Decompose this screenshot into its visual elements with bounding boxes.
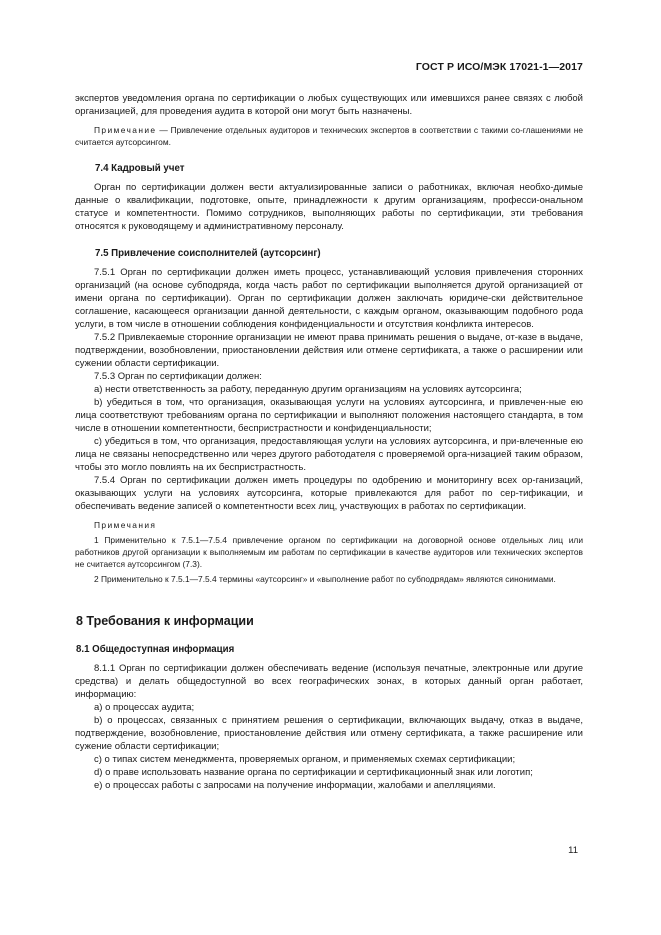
- note-7-3: [75, 124, 583, 148]
- clause-7-5-3-b: b) убедиться в том, что организация, оказывающая услуги на условиях аутсорсинга, и привлечен-ные ею лица соответствуют требованиям органа по сертификации и выполняют положения настоящего стандарта, в том числе в отношении компетентности, беспристрастности и конфиденциальности;: [75, 397, 583, 434]
- note-1: 1 Применительно к 7.5.1—7.5.4 привлечение органом по сертификации на договорной основе отдельных лиц или работников другой организации к выполняемым им работам по сертификации в качестве аудиторов или технических экспертов не считается аутсорсингом (7.3).: [75, 535, 583, 569]
- clause-8-1-1: 8.1.1 Орган по сертификации должен обеспечивать ведение (используя печатные, электронные или другие средства) и делать общедоступной во всех географических зонах, в которых данный орган работает, информацию:: [75, 663, 583, 700]
- clause-7-5-4: 7.5.4 Орган по сертификации должен иметь процедуры по одобрению и мониторингу всех ор-ганизаций, оказывающих услуги на условиях аутсорсинга, которые привлекаются для работ по сер-тификации, и обеспечивать ведение записей о компетентности всех лиц, участвующих в работах по сертификации.: [75, 475, 583, 512]
- clause-7-5-1: 7.5.1 Орган по сертификации должен иметь процесс, устанавливающий условия привлечения сторонних организаций (на основе субподряда, когда часть работ по сертификации выполняется другой организацией от имени органа по сертификации). Орган по сертификации должен заключать юридиче-ски действительное соглашение, касающееся организации данной деятельности, с каждым органом, оказывающим подобного рода услуги, в том числе в отношении соблюдения конфиденциальности и отсутствия конфликта интересов.: [75, 267, 583, 330]
- paragraph-intro: экспертов уведомления органа по сертификации о любых существующих или имевшихся ранее связях с любой организацией, для проведения аудита в которой они могут быть назначены.: [75, 93, 583, 117]
- clause-8-1-1-a: a) о процессах аудита;: [94, 702, 195, 713]
- section-8-title: 8 Требования к информации: [76, 614, 254, 628]
- page-content: [75, 92, 583, 792]
- standard-header: ГОСТ Р ИСО/МЭК 17021-1—2017: [415, 61, 583, 73]
- clause-8-1-1-c: c) о типах систем менеджмента, проверяемых органом, и применяемых схемах сертификации;: [94, 754, 516, 765]
- clause-7-5-2: 7.5.2 Привлекаемые сторонние организации не имеют права принимать решения о выдаче, от-казе в выдаче, подтверждении, возобновлении, приостановлении действия или отмене сертификата, а также о расширении или сужении области сертификации.: [75, 332, 583, 369]
- section-8-1-title: 8.1 Общедоступная информация: [76, 644, 235, 655]
- clause-7-5-3: 7.5.3 Орган по сертификации должен:: [94, 371, 262, 382]
- clause-7-5-3-a: a) нести ответственность за работу, переданную другим организациям на условиях аутсорсинга;: [94, 384, 522, 395]
- section-7-4-text: Орган по сертификации должен вести актуализированные записи о работниках, включая необхо-димые данные о квалификации, подготовке, опыте, принадлежности к другим организациям, професси-ональном статусе и компетентности. Помимо сотрудников, выполняющих работы по сертификации, эти требования относятся к руководящему и административному персоналу.: [75, 182, 583, 232]
- clause-8-1-1-e: e) о процессах работы с запросами на получение информации, жалобами и апелляциями.: [94, 780, 496, 791]
- note-2: 2 Применительно к 7.5.1—7.5.4 термины «аутсорсинг» и «выполнение работ по субподрядам» являются синонимами.: [94, 574, 556, 584]
- note-text: — Привлечение отдельных аудиторов и технических экспертов в соответствии с такими со-глашениями не считается аутсорсингом.: [75, 125, 583, 147]
- clause-8-1-1-d: d) о праве использовать название органа по сертификации и сертификационный знак или логотип;: [94, 767, 533, 778]
- note-label: Примечание: [94, 125, 157, 135]
- page-number: 11: [568, 845, 578, 856]
- section-7-4-title: 7.4 Кадровый учет: [95, 163, 185, 174]
- clause-7-5-3-c: c) убедиться в том, что организация, предоставляющая услуги на условиях аутсорсинга, и при-влеченные ею лица не связаны непосредственно или через другого работодателя с проверяемой орга-низацией таким образом, чтобы это могло повлиять на их беспристрастность.: [75, 436, 583, 473]
- section-7-5-title: 7.5 Привлечение соисполнителей (аутсорсинг): [95, 248, 321, 259]
- clause-8-1-1-b: b) о процессах, связанных с принятием решения о сертификации, включающих выдачу, отказ в выдаче, подтверждение, возобновление, приостановление действия или отмену сертификата, а также расширение или сужение области сертификации;: [75, 715, 583, 752]
- notes-label: Примечания: [94, 520, 157, 530]
